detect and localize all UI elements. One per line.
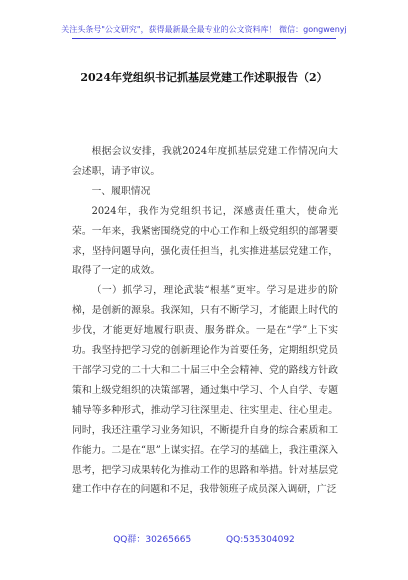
- footer-contact: [0, 532, 408, 545]
- paragraph-intro: 根据会议安排，我就2024年度抓基层党建工作情况向大会述职，请予审议。: [72, 146, 338, 177]
- qq-contact: QQ:535304092: [226, 535, 295, 545]
- qq-group: QQ群：30265665: [113, 535, 192, 545]
- paragraph-overview: 2024年，我作为党组织书记，深感责任重大，使命光荣。一年来，我紧密围绕党的中心工作和上级党组织的部署要求，坚持问题导向，强化责任担当，扎实推进基层党建工作，取得了一定的成效。: [72, 205, 338, 277]
- section-heading: 一、履职情况: [91, 185, 151, 197]
- document-title: 2024年党组织书记抓基层党建工作述职报告（2）: [80, 71, 328, 84]
- header-notice: 关注头条号"公文研究"，获得最新最全最专业的公文资料库！ 微信：gongwenyj: [61, 25, 347, 34]
- document-body: [72, 142, 338, 500]
- paragraph-study: （一）抓学习，理论武装“根基”更牢。学习是进步的阶梯，是创新的源泉。我深知，只有不断学习，才能跟上时代的步伐，才能更好地履行职责、服务群众。一是在“学”上下实功。我坚持把学习党的创新理论作为首要任务，定期组织党员干部学习党的二十大和二十届三中全会精神、党的路线方针政策和上级党组织的决策部署，通过集中学习、个人自学、专题辅导等多种形式，推动学习往深里走、往实里走、往心里走。同时，我还注重学习业务知识，不断提升自身的综合素质和工作能力。二是在“思”上谋实招。在学习的基础上，我注重深入思考，把学习成果转化为推动工作的思路和举措。针对基层党建工作中存在的问题和不足，我带领班子成员深入调研，广泛: [72, 285, 338, 496]
- header-divider: [72, 38, 336, 39]
